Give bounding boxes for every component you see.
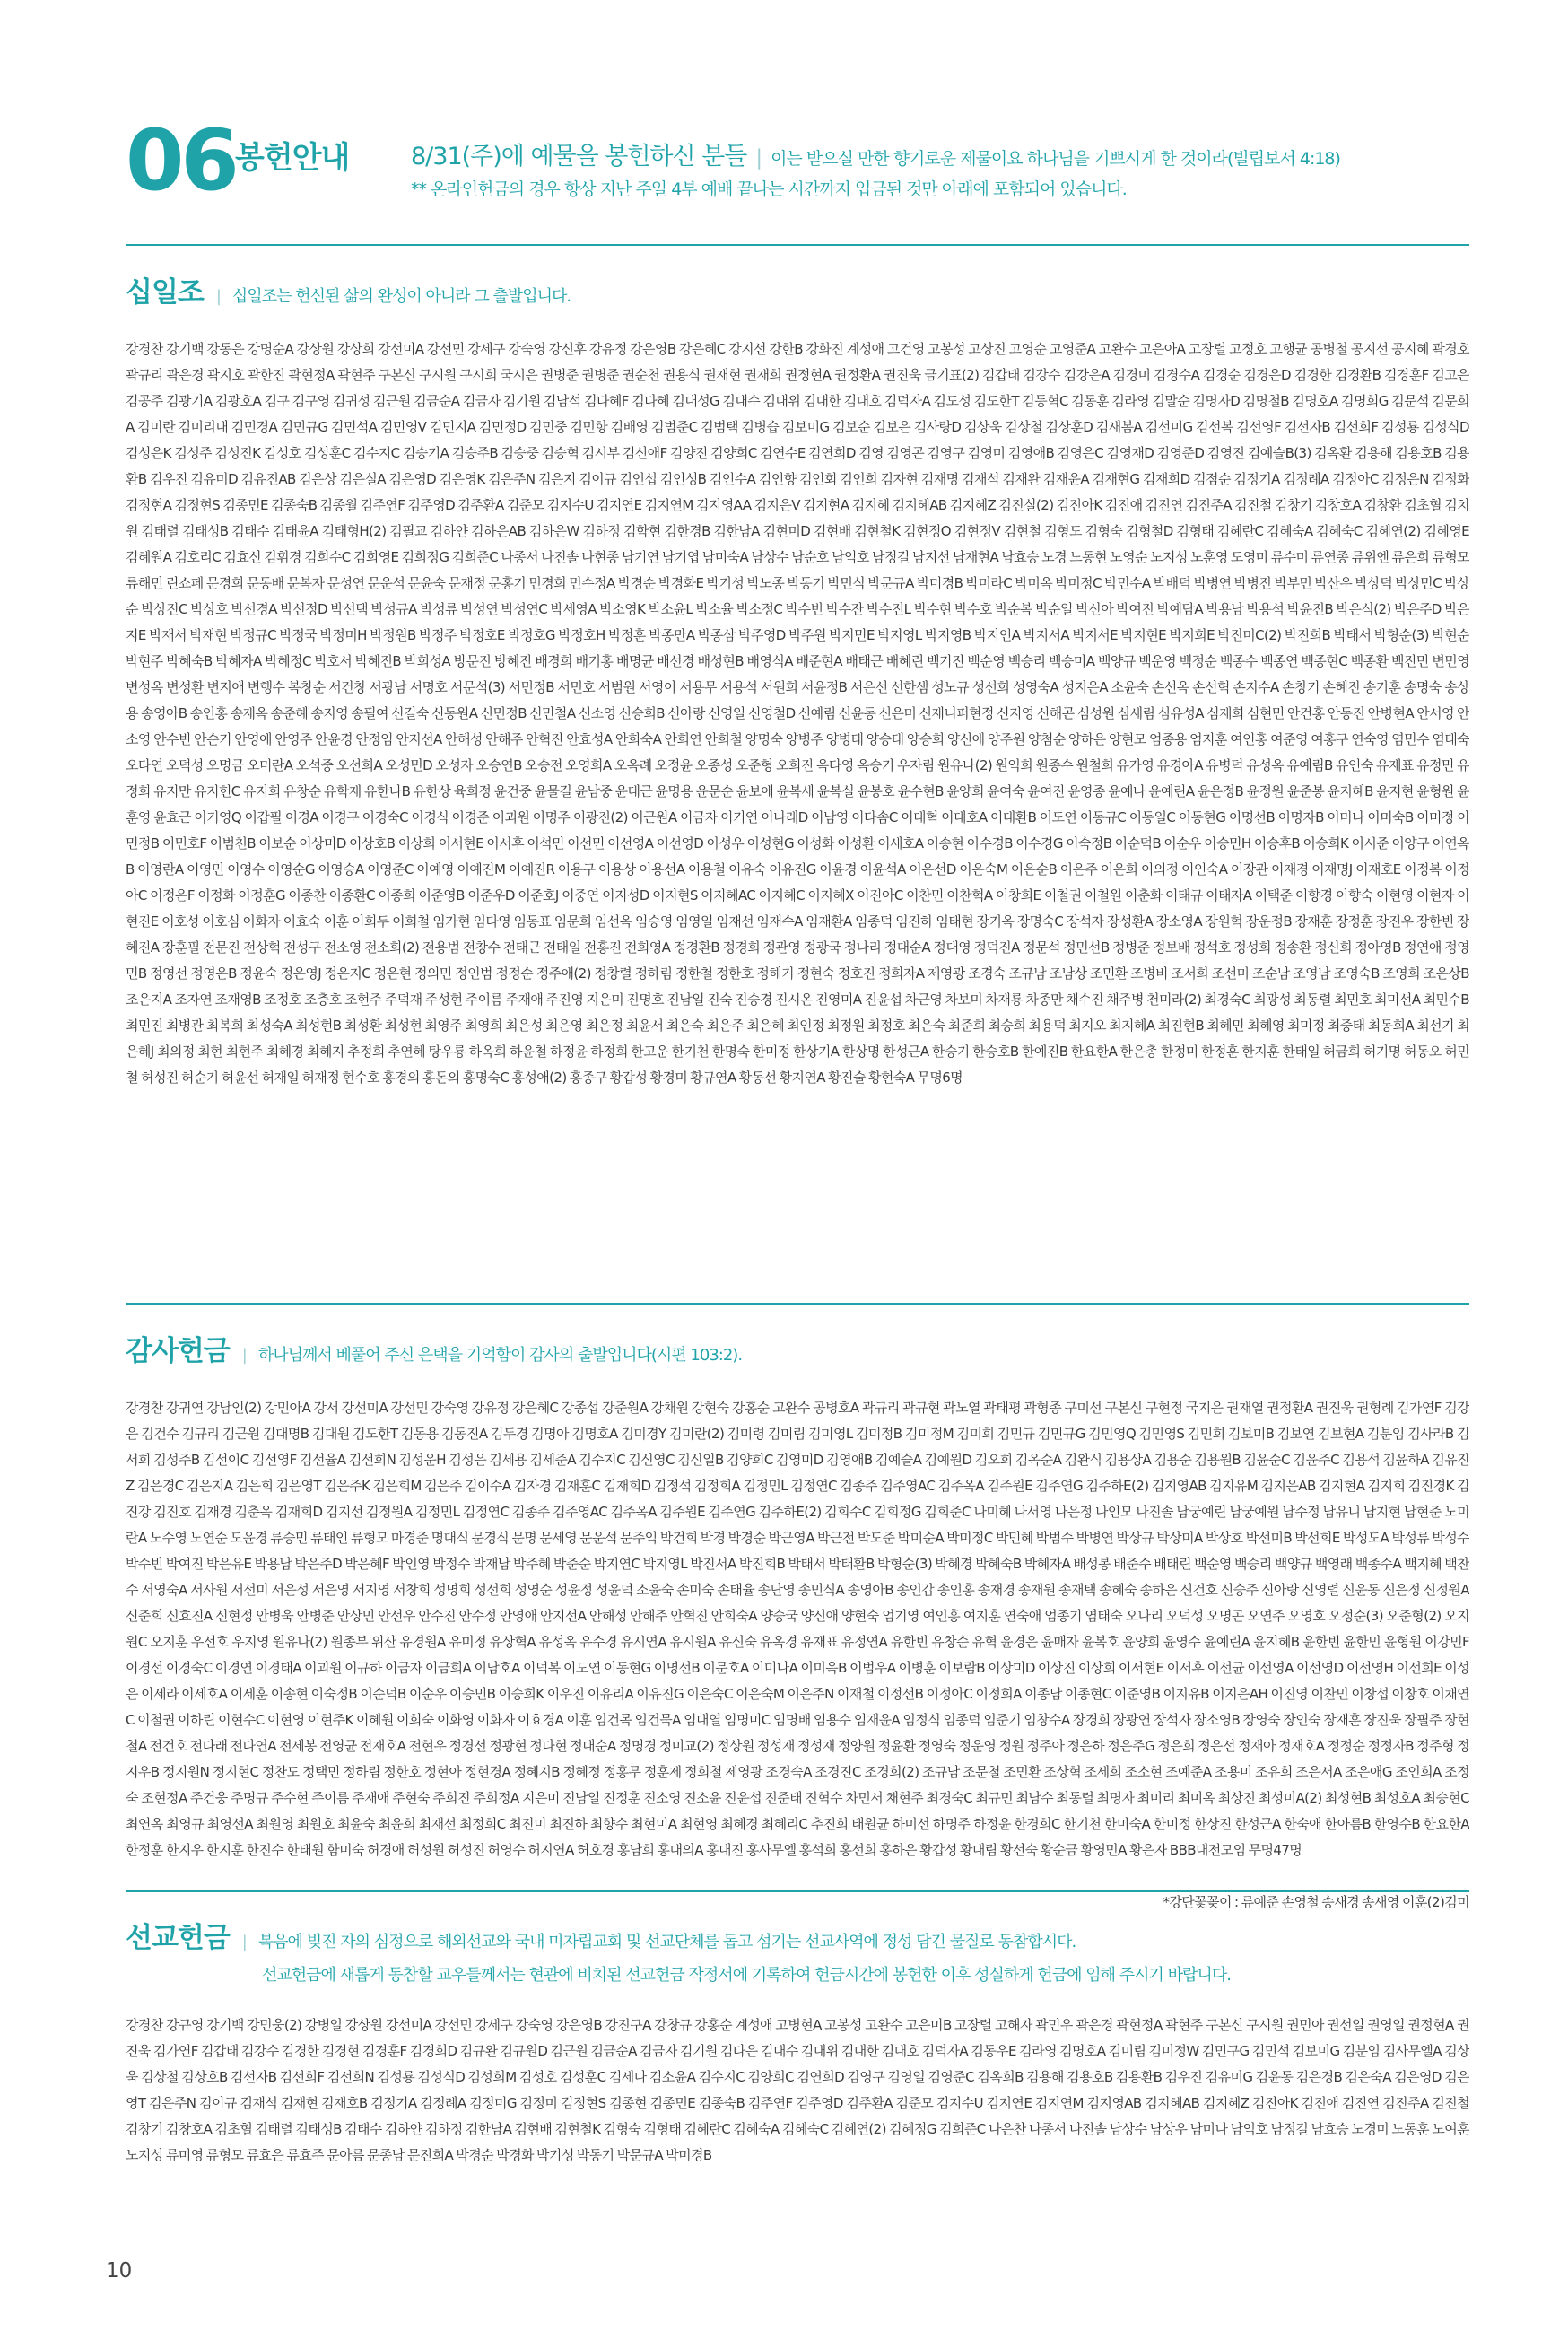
section-title: 봉헌안내	[235, 140, 350, 176]
mission-section	[126, 1915, 1469, 2195]
tithe-heading	[126, 269, 1469, 310]
tithe-title: 십일조	[126, 276, 204, 309]
divider-line	[126, 1303, 1469, 1305]
divider-line	[126, 244, 1469, 246]
online-offering-note: ** 온라인헌금의 경우 항상 지난 주일 4부 예배 끝나는 시간까지 입금된 것만 아래에 포함되어 있습니다.	[411, 179, 1127, 199]
section-number: 06	[126, 112, 236, 210]
divider: |	[241, 1346, 248, 1365]
mission-description: 복음에 빚진 자의 심정으로 해외선교와 국내 미자립교회 및 선교단체를 돕고 섬기는 선교사역에 정성 담긴 물질로 동참합시다.	[257, 1933, 1076, 1951]
thanks-name-list: 강경찬 강귀연 강남인(2) 강민아A 강서 강선미A 강선민 강숙영 강유정 강은혜C 강종섭 강준원A 강채원 강현숙 강홍순 고완수 공병호A 곽규리 곽규현 곽노열 곽태평 곽형종 구미선 구본신 구현정 국지은 권재열 권정환A 권진욱 권형례 김가연F 김강은 김건수 김규리 김근원 김대명B 김대원 김도한T 김동용 김동진A 김두경 김명아 김명호A 김미경Y 김미란(2) 김미령 김미림 김미영L 김미정B 김미정M 김미희 김민규 김민규G 김민영Q 김민영S 김민희 김보미B 김보연 김보현A 김분임 김사라B 김서희 김성주B 김선이C 김선영F 김선율A 김선희N 김성운H 김성은 김세용 김세준A 김수지C 김신영C 김신일B 김양희C 김영미D 김영애B 김예슬A 김예원D 김오희 김옥순A 김완식 김용상A 김용순 김용원B 김윤순C 김윤주C 김용석 김윤하A 김유진Z 김은경C 김은지A 김은희 김은영T 김은주K 김은희M 김은주 김이수A 김자경 김재훈C 김재희D 김정석 김정희A 김정민L 김정연C 김종주 김주영AC 김주옥A 김주원E 김주연G 김주하E(2) 김지영AB 김지유M 김지은AB 김지현A 김지희 김진경K 김진강 김진호 김재경 김춘옥 김재희D 김지선 김정원A 김정민L 김정연C 김종주 김주영AC 김주옥A 김주원E 김주연G 김주하E(2) 김희수C 김희정G 김희준C 나미혜 나서영 나은정 나인모 나진솔 남궁예린 남궁예원 남수정 남유니 남지현 남현준 노미란A 노수영 노연순 도윤경 류승민 류태인 류형모 마경준 명대식 문경식 문명 문세영 문운석 문주익 박건희 박경 박경순 박근영A 박근전 박도준 박미순A 박미정C 박민혜 박범수 박병연 박상규 박상미A 박상호 박선미B 박선희E 박성도A 박성류 박성수 박수빈 박여진 박은유E 박용남 박은주D 박은혜F 박인영 박정수 박재남 박주혜 박준순 박지연C 박지영L 박진서A 박진희B 박태서 박태환B 박형순(3) 박혜경 박혜숙B 박혜자A 배성봉 배준수 배태린 백순영 백승리 백양규 백영래 백종수A 백지혜 백찬수 서영숙A 서사원 서선미 서은성 서은영 서지영 서창희 성명희 성선희 성영순 성윤정 성윤덕 소윤숙 손미숙 손태율 송난영 송민식A 송영아B 송인갑 송인홍 송재경 송재원 송재택 송혜숙 송하은 신건호 신승주 신아랑 신영렬 신윤동 신은정 신정원A 신준희 신효진A 신현정 안병욱 안병준 안상민 안선우 안수진 안수정 안영애 안지선A 안해성 안해주 안혁진 안희숙A 양승국 양신애 양현숙 엄기영 여인홍 여지훈 연숙애 엄종기 염태숙 오나리 오덕성 오명곤 오연주 오영호 오정순(3) 오준형(2) 오지원C 오지훈 우선호 우지영 원유나(2) 원종부 위산 유경원A 유미정 유상혁A 유성옥 유수경 유시연A 유시원A 유신숙 유옥경 유재표 유정연A 유한빈 유창순 유혁 윤경은 윤매자 윤복호 윤양희 윤영수 윤예린A 윤지혜B 윤한빈 윤한민 윤형원 이강민F 이경선 이경숙C 이경연 이경태A 이괴원 이규하 이금자 이금희A 이남호A 이덕복 이도연 이동현G 이명선B 이문호A 이미나A 이미옥B 이범우A 이병훈 이보람B 이상미D 이상진 이상희 이서현E 이서후 이선균 이선영A 이선영D 이선영H 이선희E 이성은 이세라 이세호A 이세훈 이송현 이숙정B 이순덕B 이순우 이승민B 이승희K 이우진 이유리A 이유진G 이은숙C 이은숙M 이은주N 이재철 이정선B 이정아C 이정희A 이종남 이종현C 이준영B 이지유B 이지은AH 이진영 이찬민 이창섭 이창호 이채연C 이철권 이하린 이현수C 이현영 이현주K 이혜원 이희숙 이화영 이화자 이효경A 이훈 임건목 임건묵A 임대열 임명미C 임명배 임용수 임재윤A 임정식 임종덕 임준기 임창수A 장경희 장광연 장석자 장소영B 장영숙 장인숙 장재훈 장진욱 장필주 장현철A 전건호 전다래 전다연A 전세봉 전영균 전재호A 전현우 정경선 정광현 정다현 정대순A 정명경 정미교(2) 정상원 정성재 정성재 정양원 정윤환 정영숙 정운영 정원 정주아 정은하 정은주G 정은희 정은선 정재아 정재호A 정정순 정정자B 정주형 정지우B 정지원N 정지현C 정찬도 정택민 정하림 정한호 정현아 정현경A 정혜지B 정혜정 정홍무 정훈제 정희철 제영광 조경숙A 조경진C 조경희(2) 조규남 조문철 조민환 조상혁 조세희 조소현 조예준A 조용미 조유희 조은서A 조은애G 조인희A 조정숙 조현정A 주건웅 주명규 주수현 주이름 주재애 주현숙 주희진 주희정A 지은미 진남일 진정훈 진소영 진소윤 진윤섭 진준태 진혁수 차민서 채현주 최경숙C 최규민 최남수 최동렬 최명자 최미리 최미옥 최상진 최성미A(2) 최성현B 최성호A 최승현C 최연옥 최영규 최영선A 최원영 최원호 최윤숙 최윤희 최재선 최정희C 최진미 최진하 최향수 최현미A 최현영 최혜경 최혜리C 추진희 태원균 하미선 하명주 하정윤 한경희C 한기천 한미숙A 한미정 한상진 한성근A 한숙애 한아름B 한영수B 한요한A 한정훈 한지우 한지훈 한진수 한태원 함미숙 허경애 허성원 허성진 허영수 허지연A 허호경 홍남희 홍대의A 홍대진 홍사무엘 홍석희 홍선희 홍하은 황갑성 황대림 황선숙 황순금 황영민A 황은자 BBB대전모임 무명47명	[126, 1400, 1469, 1858]
thanks-section	[126, 1328, 1469, 1916]
divider-line	[126, 1890, 1469, 1892]
tithe-name-list: 강경찬 강기백 강동은 강명순A 강상원 강상희 강선미A 강선민 강세구 강숙영 강신후 강유정 강은영B 강은혜C 강지선 강한B 강화진 계성애 고건영 고봉성 고상진 고영순 고영준A 고완수 고은아A 고장렬 고정호 고행균 공병철 공지선 공지혜 곽경호 곽규리 곽은경 곽지호 곽한진 곽현정A 곽현주 구본신 구시원 구시희 국시은 권병준 권병준 권순천 권용식 권재현 권재희 권정현A 권정환A 권진욱 금기표(2) 김갑태 김강수 김강은A 김경미 김경수A 김경순 김경은D 김경한 김경환B 김경훈F 김고은 김공주 김광기A 김광호A 김구 김구영 김귀성 김근원 김금순A 김금자 김기원 김남석 김다혜F 김다혜 김대성G 김대수 김대위 김대한 김대호 김덕자A 김도성 김도한T 김동혁C 김동훈 김라영 김말순 김명자D 김명철B 김명호A 김명희G 김문석 김문희A 김미란 김미리내 김민경A 김민규G 김민석A 김민영V 김민지A 김민정D 김민중 김민항 김배영 김범준C 김범택 김병습 김보미G 김보순 김보은 김사랑D 김상욱 김상철 김상훈D 김새봄A 김선미G 김선복 김선영F 김선자B 김선희F 김성룡 김성식D 김성은K 김성주 김성진K 김성호 김성훈C 김수지C 김승기A 김승주B 김승중 김승혁 김시부 김신애F 김양진 김양희C 김연수E 김연희D 김영 김영곤 김영구 김영미 김영애B 김영은C 김영재D 김영준D 김영진 김예슬B(3) 김옥환 김용해 김용호B 김용환B 김우진 김유미D 김유진AB 김은상 김은실A 김은영D 김은영K 김은주N 김은지 김이규 김인섭 김인성B 김인수A 김인향 김인회 김인희 김자현 김재명 김재석 김재완 김재윤A 김재현G 김재희D 김점순 김정기A 김정례A 김정아C 김정은N 김정화 김정현A 김정현S 김종민E 김종숙B 김종월 김주연F 김주영D 김주환A 김준모 김지수U 김지연E 김지연M 김지영AA 김지은V 김지현A 김지혜 김지혜AB 김지혜Z 김진실(2) 김진아K 김진애 김진연 김진주A 김진철 김창기 김창호A 김창환 김초혈 김치원 김태렬 김태성B 김태수 김태윤A 김태형H(2) 김필교 김하얀 김하은AB 김하은W 김하정 김학현 김한경B 김한남A 김현미D 김현배 김현철K 김현정O 김현정V 김현철 김형도 김형숙 김형철D 김형태 김혜란C 김혜숙A 김혜숙C 김혜연(2) 김혜영E 김혜원A 김호리C 김효신 김휘경 김희수C 김희영E 김희정G 김희준C 나종서 나진솔 나현종 남기연 남기엽 남미숙A 남상수 남순호 남익호 남정길 남지선 남재현A 남효승 노경 노동현 노영순 노지성 노훈영 도영미 류수미 류연종 류위엔 류은희 류형모 류해민 린쇼페 문경희 문동배 문복자 문성연 문운석 문윤숙 문재정 문홍기 민경희 민수정A 박경순 박경화E 박기성 박노종 박동기 박민식 박문규A 박미경B 박미라C 박미옥 박미정C 박민수A 박배덕 박병연 박병진 박부민 박산우 박상덕 박상민C 박상순 박상진C 박상호 박선경A 박선정D 박선택 박성규A 박성류 박성연 박성연C 박세영A 박소영K 박소윤L 박소율 박소정C 박수빈 박수잔 박수진L 박수현 박수호 박순복 박순일 박신아 박여진 박예담A 박용남 박용석 박윤진B 박은식(2) 박은주D 박은지E 박재서 박재현 박정규C 박정국 박정미H 박정원B 박정주 박정호E 박정호G 박정호H 박정훈 박종만A 박종삼 박주영D 박주원 박지민E 박지영L 박지영B 박지인A 박지서A 박지서E 박지현E 박지희E 박진미C(2) 박진희B 박태서 박형순(3) 박현순 박현주 박혜숙B 박혜자A 박혜정C 박호서 박혜진B 박희성A 방문진 방혜진 배경희 배기홍 배명균 배선경 배성현B 배영식A 배준현A 배태근 배혜린 백기진 백순영 백승리 백승미A 백양규 백운영 백정순 백종수 백종연 백종현C 백종환 백진민 변민영 변성옥 변성환 변지애 변행수 복창순 서건창 서광남 서명호 서문석(3) 서민정B 서민호 서범원 서영이 서용무 서용석 서원희 서윤정B 서은선 선한샘 성노규 성선희 성영숙A 성지은A 소윤숙 손선옥 손선혁 손지수A 손창기 손혜진 송기훈 송명숙 송상용 송영아B 송인홍 송재옥 송준혜 송지영 송필여 신길숙 신동원A 신민정B 신민철A 신소영 신승희B 신아랑 신영일 신영철D 신예림 신윤동 신은미 신재니퍼현정 신지영 신해곤 심성원 심세림 심유성A 심재희 심현민 안건홍 안동진 안병현A 안서영 안소영 안수빈 안순기 안영애 안영주 안윤경 안정임 안지선A 안해성 안해주 안혁진 안효성A 안희숙A 안희연 안희철 양명숙 양병주 양병태 양승태 양승희 양신애 양주원 양첨순 양하은 양현모 엄종용 엄지훈 여인홍 여준영 여홍구 연숙영 염민수 염태숙 오다연 오덕성 오명금 오미란A 오석중 오선희A 오성민D 오성자 오승연B 오승전 오영희A 오옥례 오정윤 오종성 오준형 오희진 옥다영 옥승기 우자림 원유나(2) 원익희 원종수 원철희 유가영 유경아A 유병덕 유성옥 유예림B 유인숙 유재표 유정민 유정희 유지만 유지헌C 유지희 유창순 유학재 유한나B 유한상 육희정 윤건중 윤물길 윤남중 윤대근 윤명용 윤문순 윤보애 윤복세 윤복실 윤봉호 윤수현B 윤양희 윤여숙 윤여진 윤영종 윤예나 윤예린A 윤은정B 윤정원 윤준봉 윤지혜B 윤지현 윤형원 윤훈영 윤효근 이기영Q 이갑필 이경A 이경구 이경숙C 이경식 이경준 이괴원 이명주 이광진(2) 이근원A 이금자 이기연 이나래D 이남영 이다솜C 이대혁 이대호A 이대환B 이도연 이동규C 이동일C 이동현G 이명선B 이명자B 이미나 이미숙B 이미정 이민정B 이민호F 이범천B 이보순 이상미D 이상호B 이상희 이서현E 이서후 이석민 이선민 이선영A 이선영D 이성우 이성현G 이성화 이성환 이세호A 이송현 이수경B 이수경G 이숙정B 이순덕B 이순우 이승민H 이승후B 이승희K 이시준 이양구 이연옥B 이영란A 이영민 이영수 이영순G 이영승A 이영준C 이예영 이예진M 이예진R 이용구 이용상 이용선A 이용철 이유숙 이유진G 이윤경 이윤석A 이은선D 이은숙M 이은순B 이은주 이은희 이의정 이인숙A 이장관 이재경 이재명J 이재호E 이정복 이정아C 이정은F 이정화 이정훈G 이종찬 이종환C 이종희 이준영B 이준우D 이준호J 이중연 이지성D 이지현S 이지혜AC 이지혜C 이지혜X 이진아C 이찬민 이찬혁A 이창희E 이철권 이철원 이춘화 이태규 이태자A 이택준 이향경 이향숙 이현영 이현자 이현진E 이호성 이호심 이화자 이효숙 이훈 이희두 이희철 임가현 임다영 임동표 임문희 임선옥 임승영 임영일 임재선 임재수A 임재환A 임종덕 임진하 임태현 장기옥 장명숙C 장석자 장성환A 장소영A 장원혁 장운정B 장재훈 장정훈 장진우 장한빈 장혜진A 장훈필 전문진 전상혁 전성구 전소영 전소희(2) 전용범 전창수 전태근 전태일 전홍진 전희영A 정경환B 정경희 정관영 정광국 정나리 정대순A 정대영 정덕진A 정문석 정민선B 정병준 정보배 정석호 정성희 정송환 정신희 정아영B 정연애 정영민B 정영선 정영은B 정윤숙 정은영J 정은지C 정은현 정의민 정인범 정정순 정주애(2) 정창렬 정하림 정한철 정한호 정해기 정현숙 정호진 정희자A 제영광 조경숙 조규남 조남상 조민환 조병비 조서희 조선미 조순남 조영남 조영숙B 조영희 조은상B 조은지A 조자연 조재영B 조정호 조층호 조현주 주덕재 주성현 주이름 주재애 주진영 지은미 진명호 진남일 진숙 진승경 진시온 진영미A 진윤섭 차근영 차보미 차재룡 차종만 채수진 채주병 천미라(2) 최경숙C 최광성 최동렬 최민호 최미선A 최민수B 최민진 최병관 최복희 최성숙A 최성현B 최성환 최성현 최영주 최영희 최은성 최은영 최은정 최윤서 최은숙 최은주 최은혜 최인정 최정원 최정호 최은숙 최준희 최승희 최용덕 최지오 최지혜A 최진현B 최혜민 최혜영 최미정 최중태 최동희A 최선기 최은혜J 최의정 최현 최현주 최혜경 최혜지 추정희 추연혜 탕우룡 하옥희 하윤철 하정윤 하정희 한고운 한기천 한명숙 한미정 한상기A 한상명 한성근A 한승기 한승호B 한예진B 한요한A 한은총 한정미 한정훈 한지훈 한태일 허금희 허기명 허동오 허민철 허성진 허순기 허윤선 허재일 허재정 현수호 홍경의 홍돈의 홍명숙C 홍성애(2) 홍종구 황갑성 황경미 황규연A 황동선 황지연A 황진술 황현숙A 무명6명	[126, 341, 1469, 1086]
header-subtitle	[411, 136, 1340, 171]
page-header	[126, 112, 1471, 215]
divider: |	[241, 1933, 248, 1951]
mission-heading	[126, 1915, 1469, 1955]
thanks-heading	[126, 1328, 1469, 1368]
tithe-section	[126, 269, 1469, 1267]
mission-name-list: 강경찬 강규영 강기백 강민웅(2) 강병일 강상원 강선미A 강선민 강세구 강숙영 강은영B 강진구A 강창규 강홍순 계성애 고병현A 고봉성 고완수 고은미B 고장렬 고해자 곽민우 곽은경 곽현정A 곽현주 구본신 구시원 권민아 권선일 권영일 권정현A 권진욱 김가연F 김갑태 김강수 김경한 김경현 김경훈F 김경희D 김규완 김규원D 김근원 김금순A 김금자 김기원 김다은 김대수 김대위 김대한 김대호 김덕자A 김동우E 김라영 김명호A 김미림 김미정W 김민구G 김민석 김보미G 김분임 김사무엘A 김상욱 김상철 김상호B 김선자B 김선희F 김선희N 김성룡 김성식D 김성희M 김성호 김성훈C 김세나 김소윤A 김수지C 김양희C 김연희D 김영구 김영일 김영준C 김옥희B 김용해 김용호B 김용환B 김우진 김유미G 김윤동 김은경B 김은숙A 김은영D 김은영T 김은주N 김이규 김재석 김재현 김재호B 김정기A 김정례A 김정미G 김정미 김정현S 김종현 김종민E 김종숙B 김주연F 김주영D 김주환A 김준모 김지수U 김지연E 김지연M 김지영AB 김지혜AB 김지혜Z 김진아K 김진애 김진연 김진주A 김진철 김창기 김창호A 김초혈 김태렬 김태성B 김태수 김하얀 김하정 김한남A 김현배 김현철K 김형숙 김형태 김혜란C 김혜숙A 김혜숙C 김혜연(2) 김혜정G 김희준C 나은찬 나종서 나진솔 남상수 남상우 남미나 남익호 남정길 남효승 노경미 노동훈 노여훈 노지성 류미영 류형모 류효은 류효주 문아름 문종남 문진희A 박경순 박경화 박기성 박동기 박문규A 박미경B	[126, 2017, 1469, 2163]
tithe-description: 십일조는 헌신된 삶의 완성이 아니라 그 출발입니다.	[231, 287, 571, 306]
thanks-name-list-wrap	[126, 1395, 1469, 1916]
divider: |	[215, 287, 222, 306]
mission-description-2: 선교헌금에 새롭게 동참할 교우들께서는 현관에 비치된 선교헌금 작정서에 기록하여 헌금시간에 봉헌한 이후 성실하게 헌금에 임해 주시기 바랍니다.	[262, 1966, 1231, 1985]
offering-date-title: 8/31(주)에 예물을 봉헌하신 분들	[411, 143, 747, 170]
thanks-description: 하나님께서 베풀어 주신 은택을 기억함이 감사의 출발입니다(시편 103:2).	[257, 1346, 743, 1365]
divider: |	[755, 146, 762, 170]
thanks-title: 감사헌금	[126, 1335, 230, 1367]
altar-flower-note: *강단꽃꽂이 : 류예준 손영철 송새경 송새영 이훈(2)김미	[1150, 1890, 1469, 1916]
page-number: 10	[106, 2259, 133, 2283]
mission-title: 선교헌금	[126, 1922, 230, 1954]
header-verse: 이는 받으실 만한 향기로운 제물이요 하나님을 기쁘시게 한 것이라(빌립보서 4:18)	[771, 149, 1340, 169]
